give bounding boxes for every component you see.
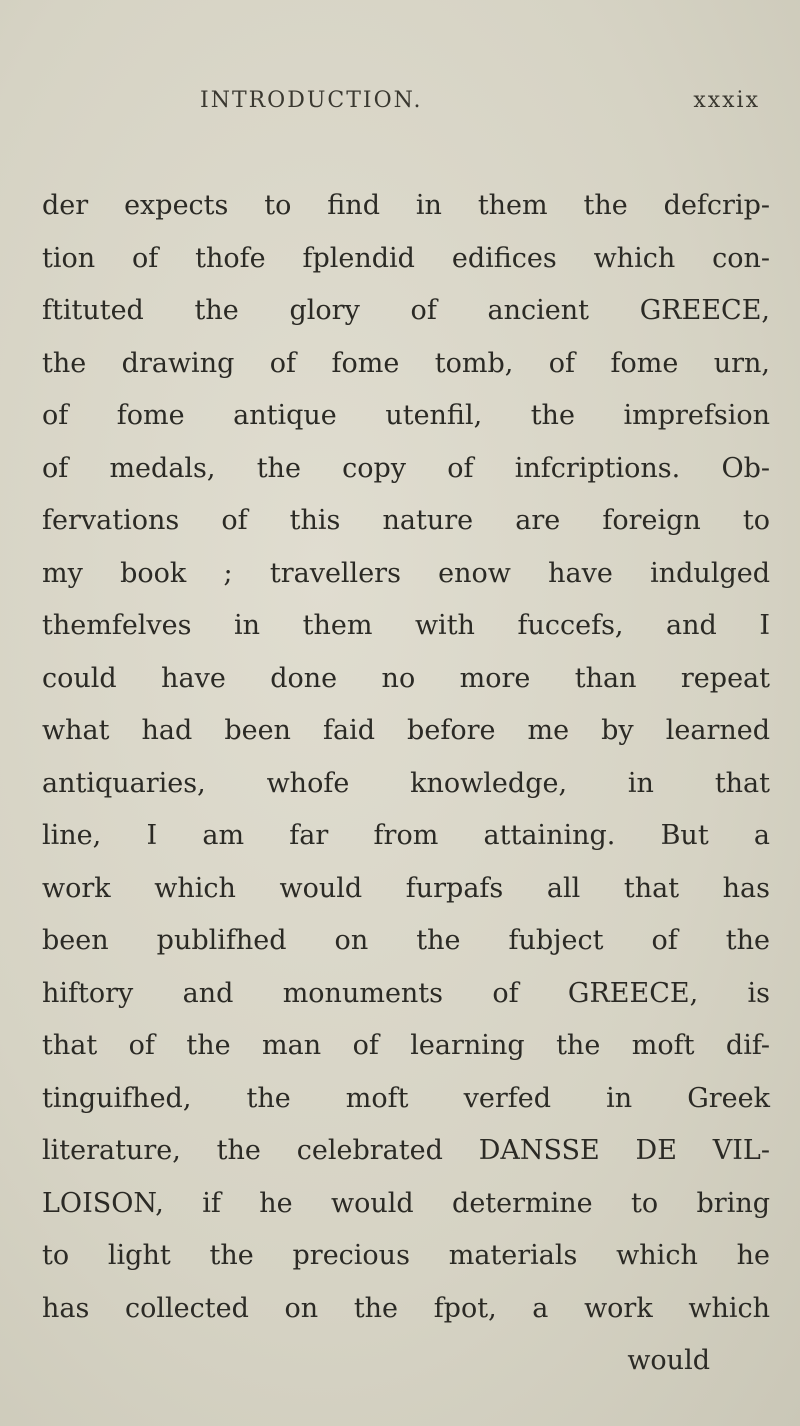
text-line: line, I am far from attaining. But a bbox=[42, 820, 770, 851]
text-line: literature, the celebrated DANSSE DE VIL- bbox=[42, 1135, 770, 1166]
text-line: themfelves in them with fuccefs, and I bbox=[42, 610, 770, 641]
catchword: would bbox=[627, 1345, 710, 1376]
page-number: xxxix bbox=[693, 88, 760, 113]
text-line: that of the man of learning the moft dif- bbox=[42, 1030, 770, 1061]
text-line: work which would furpafs all that has bbox=[42, 872, 770, 904]
text-line: has collected on the fpot, a work which bbox=[42, 1292, 770, 1324]
text-line: der expects to find in them the defcrip- bbox=[42, 190, 770, 221]
text-line: my book ; travellers enow have indulged bbox=[42, 557, 770, 589]
text-line: to light the precious materials which he bbox=[42, 1240, 770, 1271]
text-line: LOISON, if he would determine to bring bbox=[42, 1187, 770, 1219]
text-line: of fome antique utenfil, the imprefsion bbox=[42, 400, 770, 431]
text-line: tinguifhed, the moft verfed in Greek bbox=[42, 1082, 770, 1114]
text-line: the drawing of fome tomb, of fome urn, bbox=[42, 347, 770, 379]
text-line: ftituted the glory of ancient GREECE, bbox=[42, 295, 770, 326]
running-title: INTRODUCTION. bbox=[200, 88, 423, 113]
body-text bbox=[42, 180, 770, 1388]
text-line: what had been faid before me by learned bbox=[42, 715, 770, 746]
text-line: fervations of this nature are foreign to bbox=[42, 505, 770, 536]
text-line: could have done no more than repeat bbox=[42, 662, 770, 694]
text-line: hiftory and monuments of GREECE, is bbox=[42, 977, 770, 1009]
text-line: tion of thofe fplendid edifices which con- bbox=[42, 242, 770, 274]
text-line: been publifhed on the fubject of the bbox=[42, 925, 770, 956]
text-line: antiquaries, whofe knowledge, in that bbox=[42, 767, 770, 799]
text-line: of medals, the copy of infcriptions. Ob- bbox=[42, 452, 770, 484]
